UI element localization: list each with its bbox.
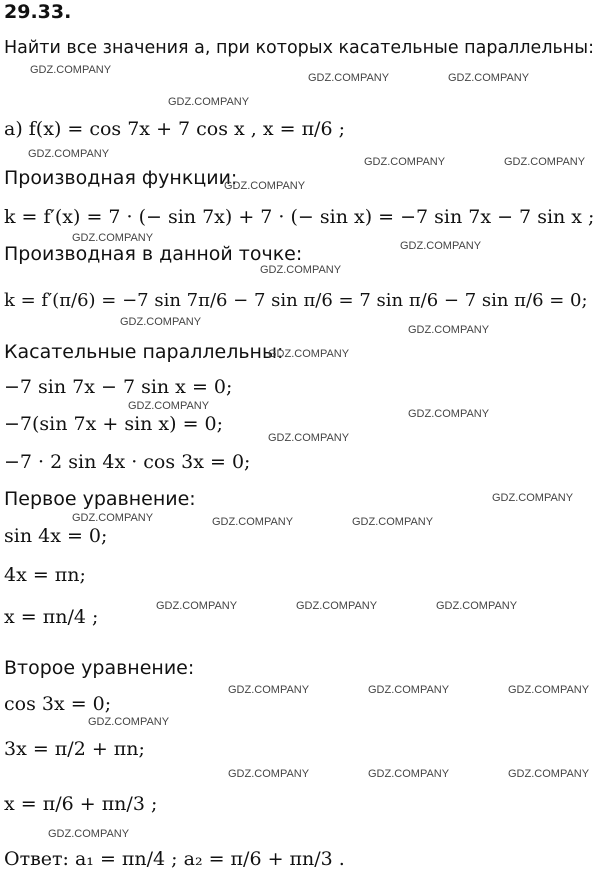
watermark: GDZ.COMPANY	[30, 64, 112, 76]
first-equation-step-1: sin 4x = 0;	[4, 525, 108, 547]
watermark: GDZ.COMPANY	[400, 240, 482, 252]
heading-derivative: Производная функции:	[4, 167, 238, 189]
problem-number: 29.33.	[4, 1, 72, 23]
heading-point-derivative: Производная в данной точке:	[4, 243, 303, 265]
watermark: GDZ.COMPANY	[260, 264, 342, 276]
watermark: GDZ.COMPANY	[436, 600, 518, 612]
second-equation-step-1: cos 3x = 0;	[4, 693, 112, 715]
part-a-function: а) f(x) = cos 7x + 7 cos x , x = π/6 ;	[4, 118, 345, 140]
first-equation-solution: x = πn/4 ;	[4, 606, 99, 628]
watermark: GDZ.COMPANY	[408, 408, 490, 420]
derivative-formula: k = f′(x) = 7 · (− sin 7x) + 7 · (− sin x) = −7 sin 7x − 7 sin x ;	[4, 206, 595, 228]
watermark: GDZ.COMPANY	[508, 684, 590, 696]
first-equation-step-2: 4x = πn;	[4, 564, 86, 586]
heading-first-equation: Первое уравнение:	[4, 488, 196, 510]
watermark: GDZ.COMPANY	[308, 72, 390, 84]
watermark: GDZ.COMPANY	[28, 148, 110, 160]
watermark: GDZ.COMPANY	[128, 400, 210, 412]
watermark: GDZ.COMPANY	[88, 716, 170, 728]
watermark: GDZ.COMPANY	[228, 684, 310, 696]
watermark: GDZ.COMPANY	[492, 492, 574, 504]
watermark: GDZ.COMPANY	[212, 516, 294, 528]
watermark: GDZ.COMPANY	[448, 72, 530, 84]
watermark: GDZ.COMPANY	[120, 316, 202, 328]
watermark: GDZ.COMPANY	[224, 180, 306, 192]
watermark: GDZ.COMPANY	[364, 156, 446, 168]
watermark: GDZ.COMPANY	[368, 684, 450, 696]
equation-1: −7 sin 7x − 7 sin x = 0;	[4, 376, 233, 398]
second-equation-step-2: 3x = π/2 + πn;	[4, 738, 145, 760]
watermark: GDZ.COMPANY	[368, 768, 450, 780]
task-statement: Найти все значения a, при которых касательные параллельны:	[4, 38, 594, 58]
watermark: GDZ.COMPANY	[268, 348, 350, 360]
watermark: GDZ.COMPANY	[156, 600, 238, 612]
watermark: GDZ.COMPANY	[408, 324, 490, 336]
watermark: GDZ.COMPANY	[48, 828, 130, 840]
equation-3: −7 · 2 sin 4x · cos 3x = 0;	[4, 451, 251, 473]
second-equation-solution: x = π/6 + πn/3 ;	[4, 793, 158, 815]
watermark: GDZ.COMPANY	[508, 768, 590, 780]
watermark: GDZ.COMPANY	[352, 516, 434, 528]
watermark: GDZ.COMPANY	[504, 156, 586, 168]
answer-line: Ответ: a₁ = πn/4 ; a₂ = π/6 + πn/3 .	[4, 848, 345, 870]
watermark: GDZ.COMPANY	[228, 768, 310, 780]
watermark: GDZ.COMPANY	[168, 96, 250, 108]
watermark: GDZ.COMPANY	[72, 512, 154, 524]
watermark: GDZ.COMPANY	[296, 600, 378, 612]
equation-2: −7(sin 7x + sin x) = 0;	[4, 413, 224, 435]
point-derivative-value: k = f′(π/6) = −7 sin 7π/6 − 7 sin π/6 = 7 sin π/6 − 7 sin π/6 = 0;	[4, 290, 588, 311]
heading-second-equation: Второе уравнение:	[4, 657, 195, 679]
watermark: GDZ.COMPANY	[72, 232, 154, 244]
heading-parallel: Касательные параллельны:	[4, 341, 284, 363]
watermark: GDZ.COMPANY	[268, 432, 350, 444]
